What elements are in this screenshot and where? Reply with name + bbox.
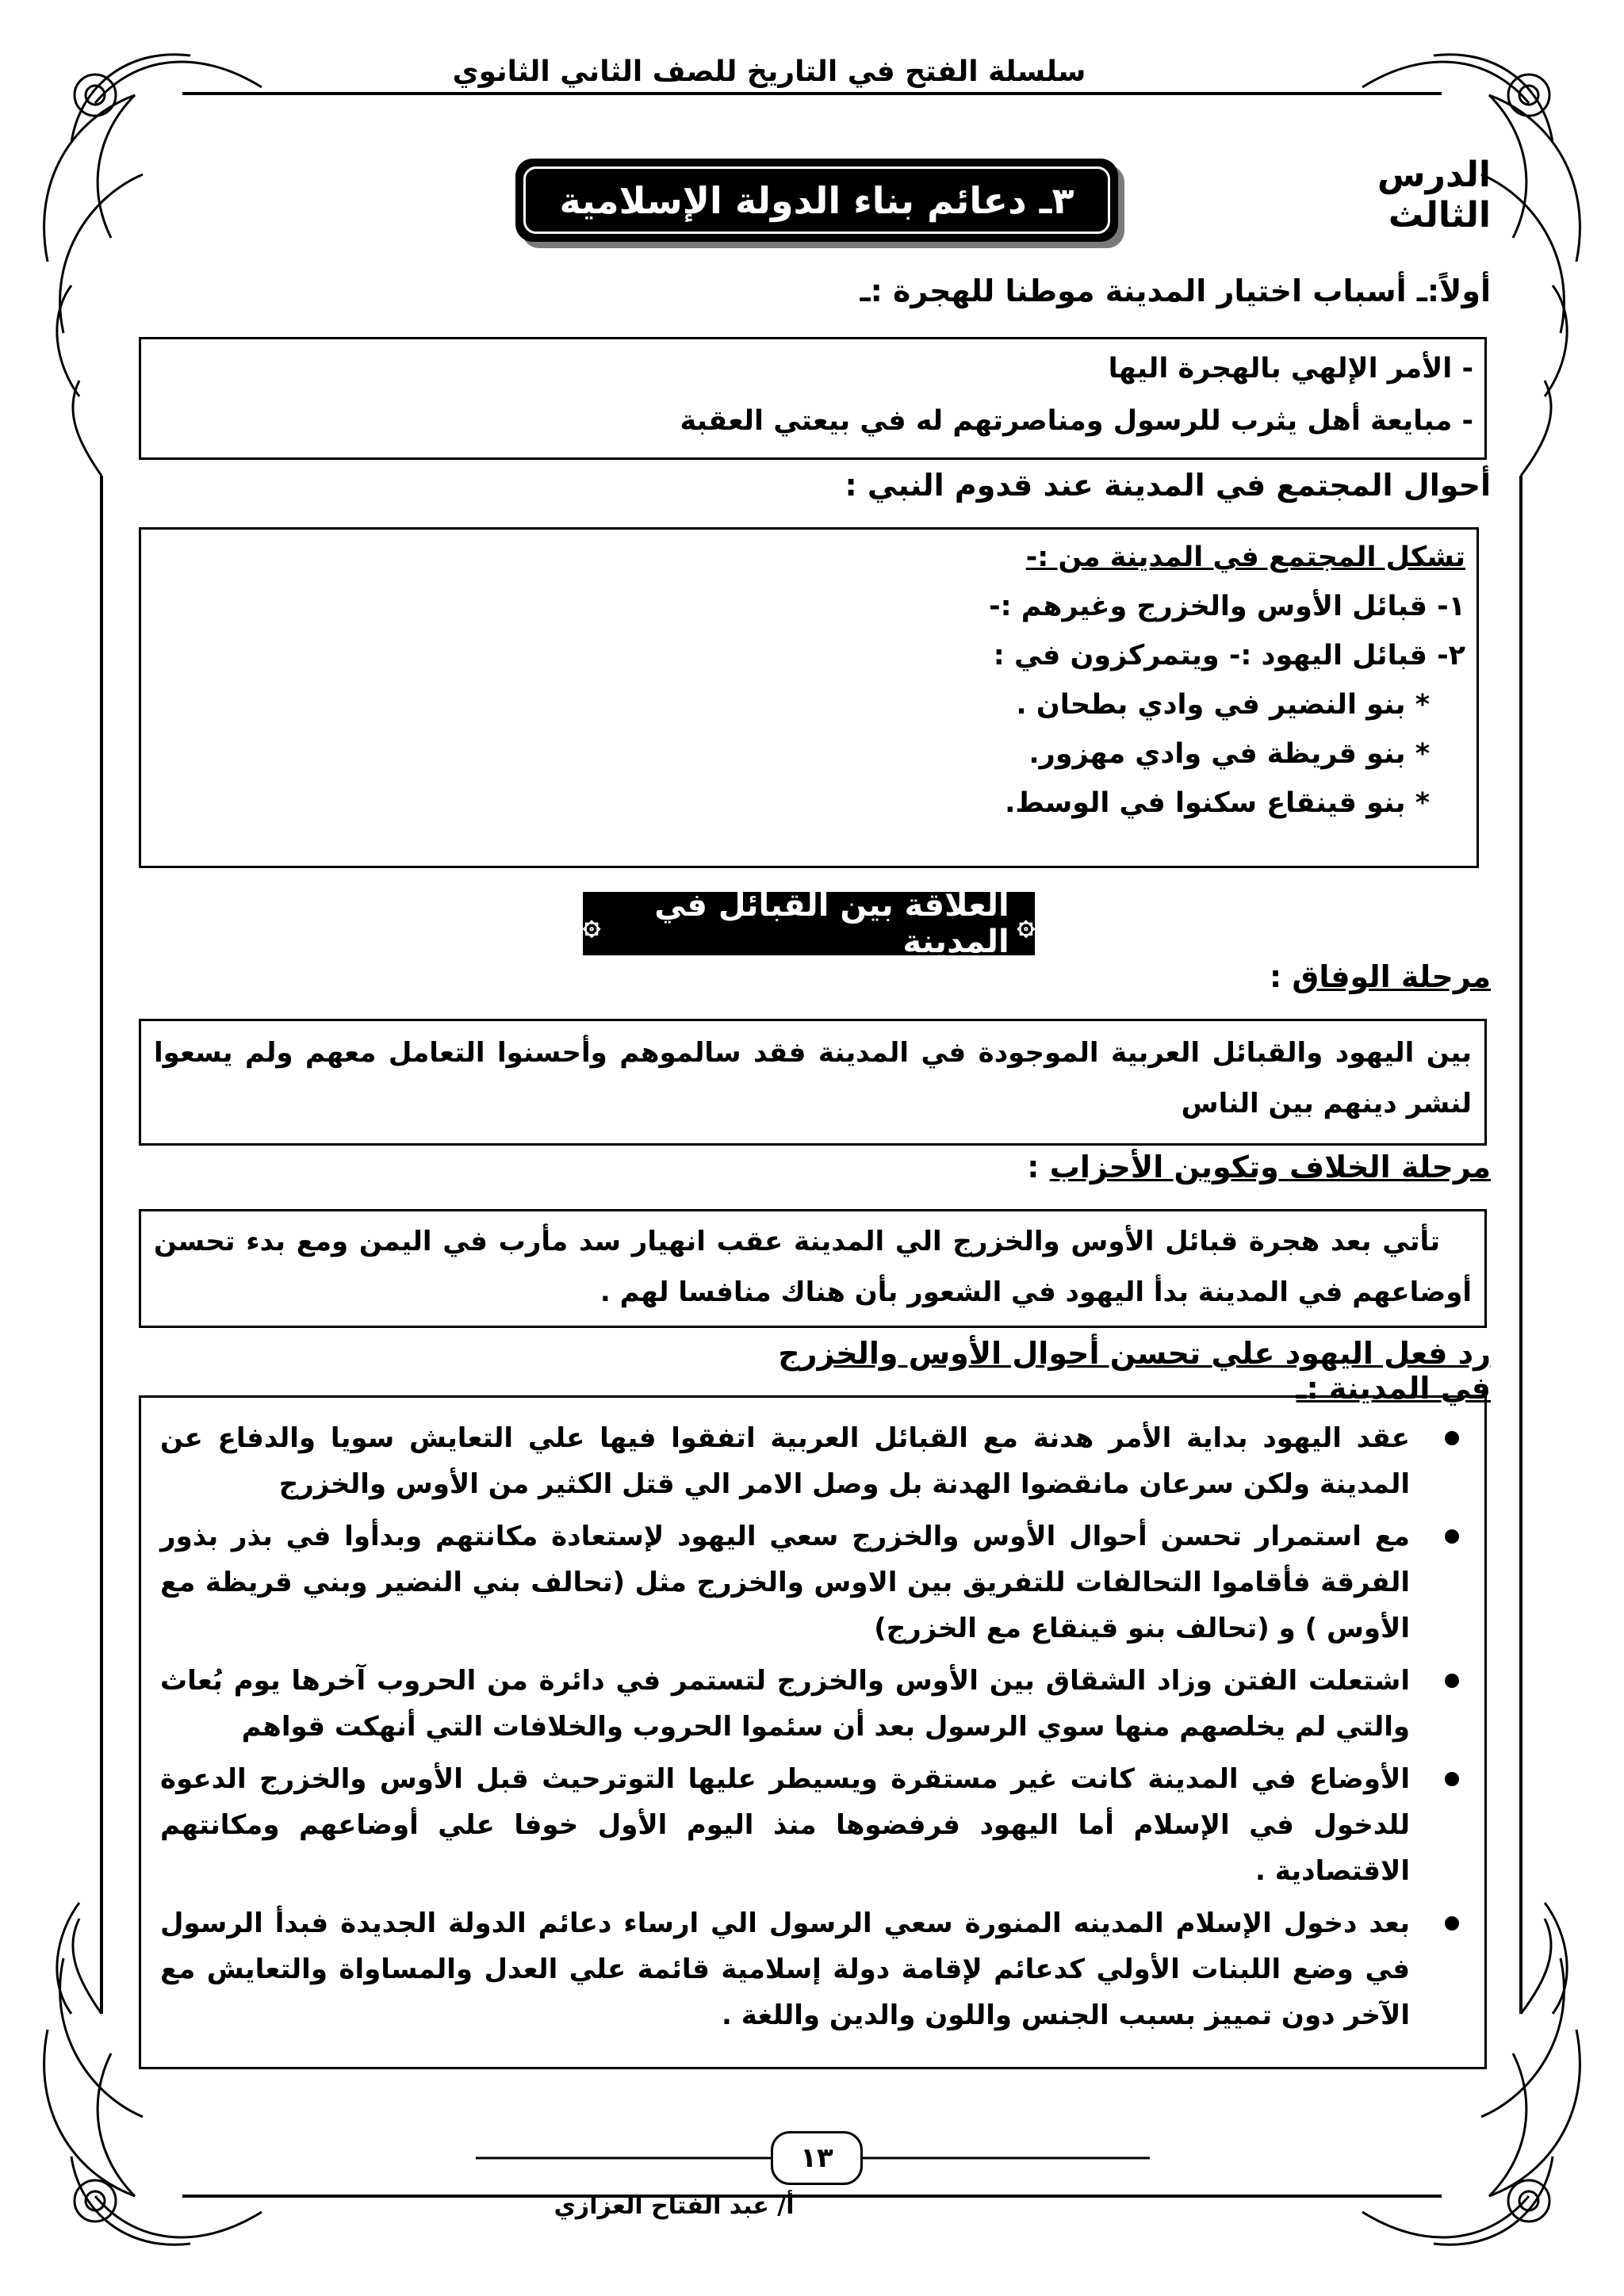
list-item-text: الأوضاع في المدينة كانت غير مستقرة ويسيطر عليها التوترحيث قبل الأوس والخزرج الدعوة للدخول في الإسلام أما اليهود فرفضوها منذ اليوم الأول خوفا علي أوضاعهم ومكانتهم الاقتصادية . — [160, 1763, 1410, 1887]
list-item-text: عقد اليهود بداية الأمر هدنة مع القبائل العربية اتفقوا فيها علي التعايش سويا والدفاع عن المدينة ولكن سرعان مانقضوا الهدنة بل وصل الامر الي قتل الكثير من الأوس والخزرج — [160, 1422, 1410, 1500]
section1-item: - مبايعة أهل يثرب للرسول ومناصرتهم له في بيعتي العقبة — [680, 405, 1473, 437]
list-item — [160, 1756, 1465, 1894]
stage2-box — [139, 1209, 1487, 1328]
stage1-text: بين اليهود والقبائل العربية الموجودة في المدينة فقد سالموهم وأحسنوا التعامل معهم ولم يسعوا لنشر دينهم بين الناس — [154, 1037, 1472, 1119]
ornament-icon: ۞ — [1017, 906, 1035, 941]
stage2-heading — [952, 1150, 1491, 1184]
section1-item: - الأمر الإلهي بالهجرة اليها — [1108, 353, 1473, 385]
lesson-title-box — [515, 159, 1118, 242]
author-name: أ/ عبد الفتاح العزازي — [553, 2192, 795, 2220]
stage2-heading-text: مرحلة الخلاف وتكوين الأحزاب — [1049, 1150, 1491, 1184]
stage2-heading-suffix: : — [1027, 1150, 1050, 1184]
reaction-list — [160, 1415, 1465, 2038]
stage1-heading-text: مرحلة الوفاق — [1292, 959, 1491, 994]
section2-item: * بنو النضير في وادي بطحان . — [1016, 689, 1430, 721]
section2-item: * بنو قريظة في وادي مهزور. — [1028, 738, 1430, 770]
section2-item: * بنو قينقاع سكنوا في الوسط. — [1005, 787, 1430, 819]
series-title: سلسلة الفتح في التاريخ للصف الثاني الثانوي — [452, 55, 1086, 88]
section2-item: ٢- قبائل اليهود :- ويتمركزون في : — [993, 640, 1465, 672]
lesson-label: الدرس الثالث — [1377, 155, 1491, 235]
section2-intro: تشكل المجتمع في المدينة من :- — [1025, 541, 1465, 573]
section1-box — [139, 337, 1487, 460]
stage2-text: تأتي بعد هجرة قبائل الأوس والخزرج الي المدينة عقب انهيار سد مأرب في اليمن ومع بدء تحسن أوضاعهم في المدينة بدأ اليهود في الشعور بأن هناك منافسا لهم . — [154, 1226, 1472, 1308]
list-item — [160, 1415, 1465, 1507]
section2-heading-suffix: : — [845, 468, 868, 503]
stage1-heading — [1031, 959, 1491, 994]
list-item — [160, 1658, 1465, 1750]
reaction-box — [139, 1395, 1487, 2069]
section1-heading: أولاً:ـ أسباب اختيار المدينة موطنا للهجرة :ـ — [860, 274, 1491, 308]
bullet-icon — [1445, 1916, 1459, 1931]
section2-box — [139, 527, 1479, 868]
list-item-text: اشتعلت الفتن وزاد الشقاق بين الأوس والخزرج لتستمر في دائرة من الحروب آخرها يوم بُعاث والتي لم يخلصهم منها سوي الرسول بعد أن سئموا الحروب والخلافات التي أنهكت قواهم — [160, 1665, 1410, 1743]
section2-heading — [833, 468, 1491, 503]
stage1-box — [139, 1019, 1487, 1146]
lesson-title: ٣ـ دعائم بناء الدولة الإسلامية — [523, 166, 1110, 234]
list-item — [160, 1513, 1465, 1651]
ornament-icon: ۞ — [583, 906, 601, 941]
list-item-text: مع استمرار تحسن أحوال الأوس والخزرج سعي اليهود لإستعادة مكانتهم وبدأوا في بذر بذور الفرقة فأقاموا التحالفات للتفريق بين الاوس والخزرج مثل (تحالف بني النضير وبني قريظة مع الأوس ) و (تحالف بنو قينقاع مع الخزرج) — [160, 1521, 1410, 1644]
bullet-icon — [1445, 1431, 1459, 1445]
page-number: ١٣ — [771, 2131, 863, 2185]
bullet-icon — [1445, 1529, 1459, 1544]
relations-banner — [583, 887, 1035, 960]
list-item — [160, 1900, 1465, 2038]
bullet-icon — [1445, 1674, 1459, 1688]
banner-text: العلاقة بين القبائل في المدينة — [654, 887, 1009, 960]
bullet-icon — [1445, 1772, 1459, 1786]
list-item-text: بعد دخول الإسلام المدينه المنورة سعي الرسول الي ارساء دعائم الدولة الجديدة فبدأ الرسول في وضع اللبنات الأولي كدعائم لإقامة دولة إسلامية قائمة علي العدل والمساواة والتعايش مع الآخر دون تمييز بسبب الجنس واللون والدين واللغة . — [160, 1908, 1410, 2031]
reaction-heading-text: رد فعل اليهود علي تحسن أحوال الأوس والخزرج في المدينة :ـ — [778, 1336, 1491, 1406]
section2-heading-text: أحوال المجتمع في المدينة عند قدوم النبي — [867, 468, 1491, 503]
section2-item: ١- قبائل الأوس والخزرج وغيرهم :- — [989, 591, 1465, 622]
stage1-heading-suffix: : — [1269, 959, 1293, 994]
